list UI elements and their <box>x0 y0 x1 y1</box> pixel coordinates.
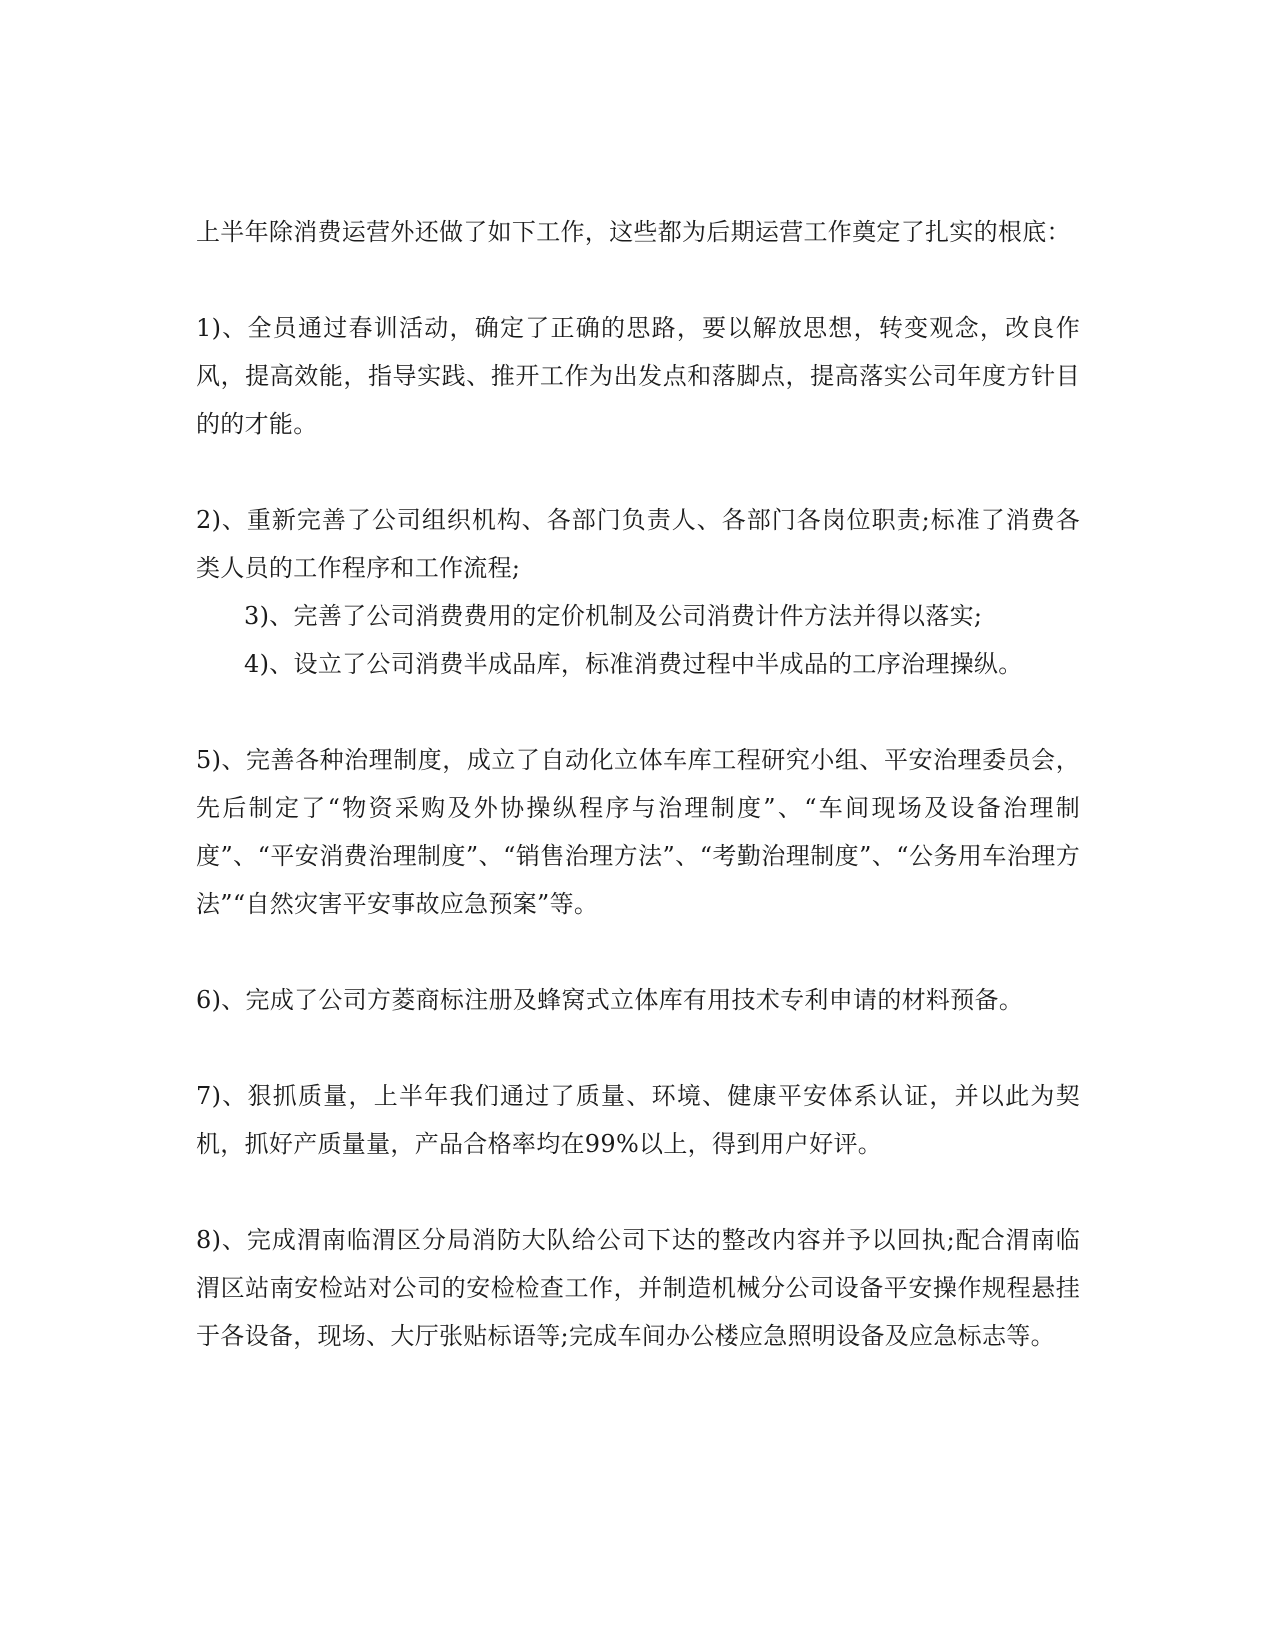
paragraph-item-4: 4)、设立了公司消费半成品库，标准消费过程中半成品的工序治理操纵。 <box>244 650 1023 678</box>
paragraph-intro: 上半年除消费运营外还做了如下工作，这些都为后期运营工作奠定了扎实的根底： <box>196 218 1071 246</box>
paragraph-item-8: 8)、完成渭南临渭区分局消防大队给公司下达的整改内容并予以回执;配合渭南临渭区站南安检站对公司的安检检查工作，并制造机械分公司设备平安操作规程悬挂于各设备，现场、大厅张贴标语等;完成车间办公楼应急照明设备及应急标志等。 <box>196 1226 1080 1350</box>
paragraph-item-5: 5)、完善各种治理制度，成立了自动化立体车库工程研究小组、平安治理委员会，先后制定了“物资采购及外协操纵程序与治理制度”、“车间现场及设备治理制度”、“平安消费治理制度”、“销售治理方法”、“考勤治理制度”、“公务用车治理方法”“自然灾害平安事故应急预案”等。 <box>196 746 1080 918</box>
paragraph-item-7: 7)、狠抓质量，上半年我们通过了质量、环境、健康平安体系认证，并以此为契机，抓好产质量量，产品合格率均在99%以上，得到用户好评。 <box>196 1082 1080 1158</box>
paragraph-item-1: 1)、全员通过春训活动，确定了正确的思路，要以解放思想，转变观念，改良作风，提高效能，指导实践、推开工作为出发点和落脚点，提高落实公司年度方针目的的才能。 <box>196 314 1080 438</box>
paragraph-item-3: 3)、完善了公司消费费用的定价机制及公司消费计件方法并得以落实; <box>244 602 983 630</box>
paragraph-item-6: 6)、完成了公司方菱商标注册及蜂窝式立体库有用技术专利申请的材料预备。 <box>196 986 1024 1014</box>
paragraph-item-2: 2)、重新完善了公司组织机构、各部门负责人、各部门各岗位职责;标准了消费各类人员的工作程序和工作流程; <box>196 506 1080 582</box>
document-body <box>196 208 1080 1360</box>
